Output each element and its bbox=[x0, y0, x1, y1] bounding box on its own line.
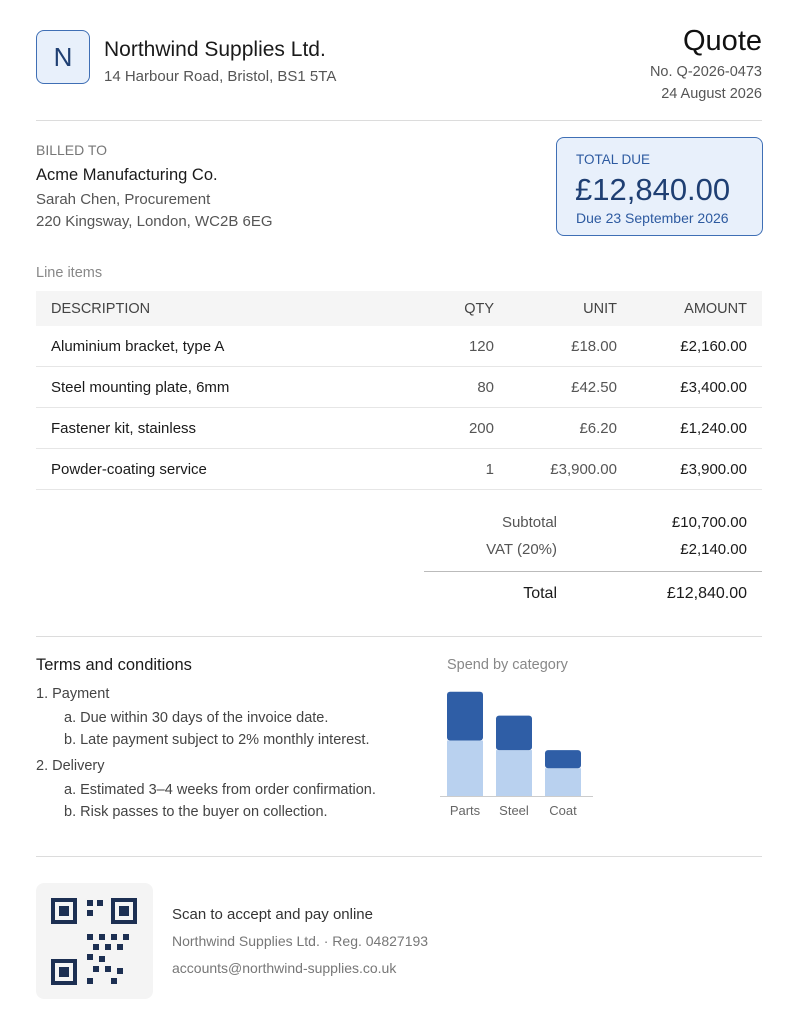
company-name: Northwind Supplies Ltd. bbox=[104, 38, 326, 61]
spend-chart bbox=[440, 682, 600, 822]
footer-email[interactable]: accounts@northwind-supplies.co.uk bbox=[172, 960, 397, 976]
header-divider bbox=[36, 120, 762, 121]
total-value: £12,840.00 bbox=[666, 585, 747, 602]
table-row bbox=[36, 408, 762, 449]
qr-code-icon bbox=[36, 883, 153, 999]
totals-divider bbox=[424, 571, 762, 572]
footer-divider bbox=[36, 856, 762, 857]
row-description: Aluminium bracket, type A bbox=[51, 337, 225, 355]
table-row bbox=[36, 367, 762, 408]
terms-item: b. Late payment subject to 2% monthly interest. bbox=[64, 732, 370, 748]
header-unit: UNIT bbox=[583, 300, 617, 317]
billed-to-name: Acme Manufacturing Co. bbox=[36, 166, 218, 184]
qr-code[interactable] bbox=[36, 883, 153, 999]
terms-item: b. Risk passes to the buyer on collection. bbox=[64, 804, 328, 820]
subtotal-label: Subtotal bbox=[501, 514, 557, 531]
total-due-box bbox=[556, 137, 763, 236]
company-address: 14 Harbour Road, Bristol, BS1 5TA bbox=[104, 68, 337, 85]
table-row bbox=[36, 326, 762, 367]
subtotal-row bbox=[423, 514, 747, 531]
terms-item: a. Due within 30 days of the invoice date. bbox=[64, 710, 329, 726]
row-amount: £1,240.00 bbox=[680, 419, 747, 437]
subtotal-value: £10,700.00 bbox=[671, 514, 747, 531]
bar-steel-segment-1 bbox=[496, 716, 532, 750]
bar-coat-segment-1 bbox=[545, 750, 581, 768]
line-items-table bbox=[36, 291, 762, 490]
row-qty: 80 bbox=[477, 378, 494, 396]
vat-label: VAT (20%) bbox=[486, 541, 557, 558]
row-qty: 200 bbox=[468, 419, 494, 437]
billed-to-contact: Sarah Chen, Procurement bbox=[36, 191, 211, 208]
terms-heading-payment: 1. Payment bbox=[36, 686, 110, 702]
header-qty: QTY bbox=[464, 300, 494, 317]
row-unit: £18.00 bbox=[571, 337, 617, 355]
bar-parts-segment-1 bbox=[447, 692, 483, 741]
billed-to-address: 220 Kingsway, London, WC2B 6EG bbox=[36, 213, 273, 230]
header-description: DESCRIPTION bbox=[51, 300, 151, 317]
row-unit: £6.20 bbox=[579, 419, 617, 437]
terms-title: Terms and conditions bbox=[36, 656, 192, 674]
vat-value: £2,140.00 bbox=[680, 541, 747, 558]
total-due-date: Due 23 September 2026 bbox=[576, 210, 729, 226]
category-label: Steel bbox=[499, 803, 529, 818]
table-row bbox=[36, 449, 762, 490]
chart-title: Spend by category bbox=[447, 657, 568, 673]
terms-item: a. Estimated 3–4 weeks from order confirmation. bbox=[64, 782, 376, 798]
row-description: Steel mounting plate, 6mm bbox=[51, 378, 230, 396]
category-label: Parts bbox=[449, 803, 481, 818]
terms-heading-delivery: 2. Delivery bbox=[36, 758, 105, 774]
footer-registration: Northwind Supplies Ltd. · Reg. 04827193 bbox=[172, 933, 429, 949]
vat-row bbox=[423, 541, 747, 558]
section-divider bbox=[36, 636, 762, 637]
total-row bbox=[423, 585, 747, 603]
row-qty: 1 bbox=[485, 460, 494, 478]
header-amount: AMOUNT bbox=[684, 300, 747, 317]
row-amount: £3,400.00 bbox=[680, 378, 747, 396]
company-logo: N bbox=[36, 30, 90, 84]
row-amount: £2,160.00 bbox=[680, 337, 747, 355]
row-qty: 120 bbox=[468, 337, 494, 355]
bar-coat-segment-0 bbox=[545, 768, 581, 796]
billed-to-label: BILLED TO bbox=[36, 142, 108, 158]
document-number: No. Q-2026-0473 bbox=[649, 64, 762, 80]
footer-main-text: Scan to accept and pay online bbox=[172, 906, 373, 923]
total-due-label: TOTAL DUE bbox=[576, 152, 651, 167]
line-items-label: Line items bbox=[36, 265, 103, 281]
table-header bbox=[36, 291, 762, 326]
document-title: Quote bbox=[683, 25, 762, 57]
row-description: Fastener kit, stainless bbox=[51, 419, 197, 437]
row-description: Powder-coating service bbox=[51, 460, 207, 478]
bar-steel-segment-0 bbox=[496, 750, 532, 796]
row-amount: £3,900.00 bbox=[680, 460, 747, 478]
bar-parts-segment-0 bbox=[447, 741, 483, 796]
total-due-amount: £12,840.00 bbox=[575, 172, 731, 207]
total-label: Total bbox=[523, 585, 557, 602]
document-date: 24 August 2026 bbox=[661, 86, 762, 102]
row-unit: £3,900.00 bbox=[550, 460, 617, 478]
category-label: Coat bbox=[549, 803, 577, 818]
row-unit: £42.50 bbox=[571, 378, 617, 396]
